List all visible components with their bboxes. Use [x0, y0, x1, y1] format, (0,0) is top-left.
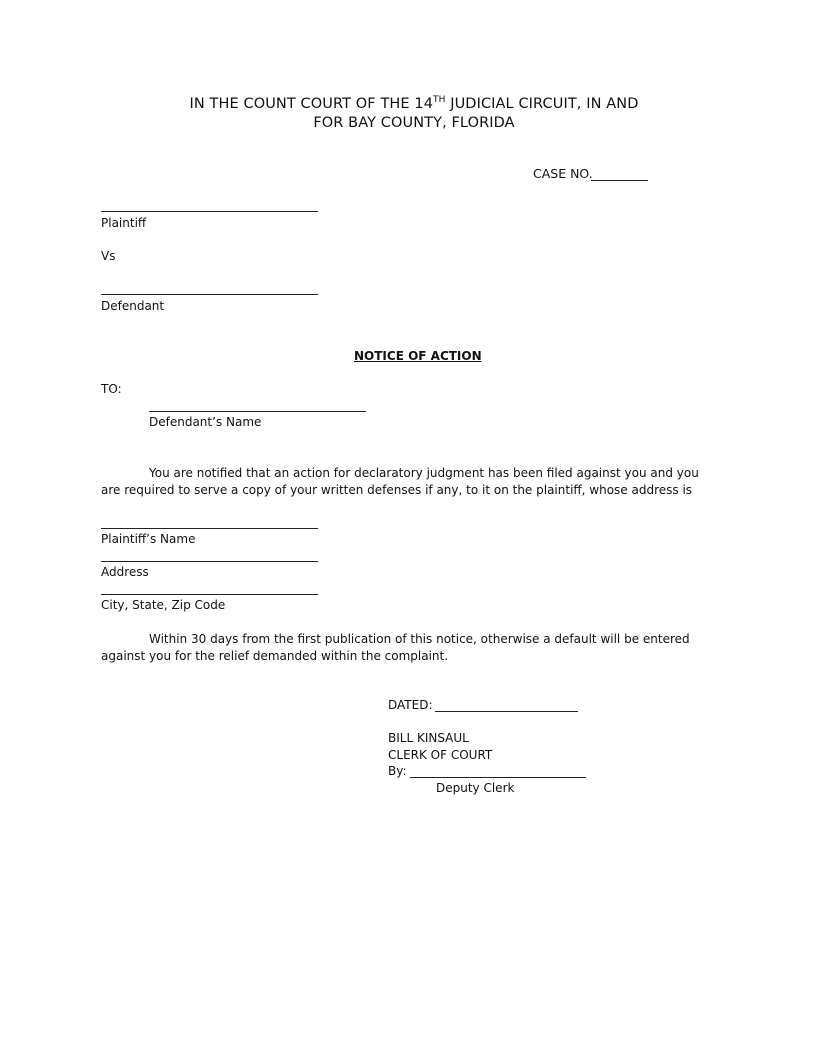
- plaintiff-name-label: Plaintiff’s Name: [101, 532, 196, 546]
- document-title: NOTICE OF ACTION: [354, 349, 482, 363]
- dated-label: DATED:: [388, 698, 433, 712]
- clerk-title: CLERK OF COURT: [388, 748, 493, 762]
- clerk-name: BILL KINSAUL: [388, 731, 469, 745]
- defendant-name-blank-line[interactable]: [149, 411, 366, 412]
- deputy-clerk-label: Deputy Clerk: [436, 781, 515, 795]
- defendant-name-label: Defendant’s Name: [149, 415, 262, 429]
- city-state-zip-blank-line[interactable]: [101, 594, 318, 595]
- defendant-blank-line[interactable]: [101, 294, 318, 295]
- address-blank-line[interactable]: [101, 561, 318, 562]
- notice-paragraph-2: [101, 631, 716, 665]
- plaintiff-label: Plaintiff: [101, 216, 147, 230]
- plaintiff-blank-line[interactable]: [101, 211, 318, 212]
- to-label: TO:: [101, 382, 122, 396]
- address-label: Address: [101, 565, 149, 579]
- by-label: By:: [388, 764, 407, 778]
- court-caption-line-2: FOR BAY COUNTY, FLORIDA: [313, 115, 515, 131]
- caption-line-1-pre: IN THE COUNT COURT OF THE 14: [189, 96, 434, 112]
- dated-blank-line[interactable]: [435, 711, 578, 712]
- city-state-zip-label: City, State, Zip Code: [101, 598, 226, 612]
- notice-paragraph-1-text: You are notified that an action for declaratory judgment has been filed against you and you are required to serve a copy of your written defenses if any, to it on the plaintiff, whose address is: [101, 466, 699, 497]
- vs-label: Vs: [101, 249, 116, 263]
- case-no-blank-line[interactable]: [591, 180, 648, 181]
- case-no-label: CASE NO.: [533, 166, 593, 181]
- caption-line-1-post: JUDICIAL CIRCUIT, IN AND: [445, 96, 639, 112]
- deputy-signature-blank-line[interactable]: [410, 777, 586, 778]
- notice-paragraph-2-text: Within 30 days from the first publication of this notice, otherwise a default will be entered against you for the relief demanded within the complaint.: [101, 632, 690, 663]
- notice-paragraph-1: [101, 465, 721, 499]
- caption-superscript: TH: [433, 95, 446, 105]
- court-caption-line-1: [0, 96, 816, 112]
- defendant-label: Defendant: [101, 299, 165, 313]
- plaintiff-name-blank-line[interactable]: [101, 528, 318, 529]
